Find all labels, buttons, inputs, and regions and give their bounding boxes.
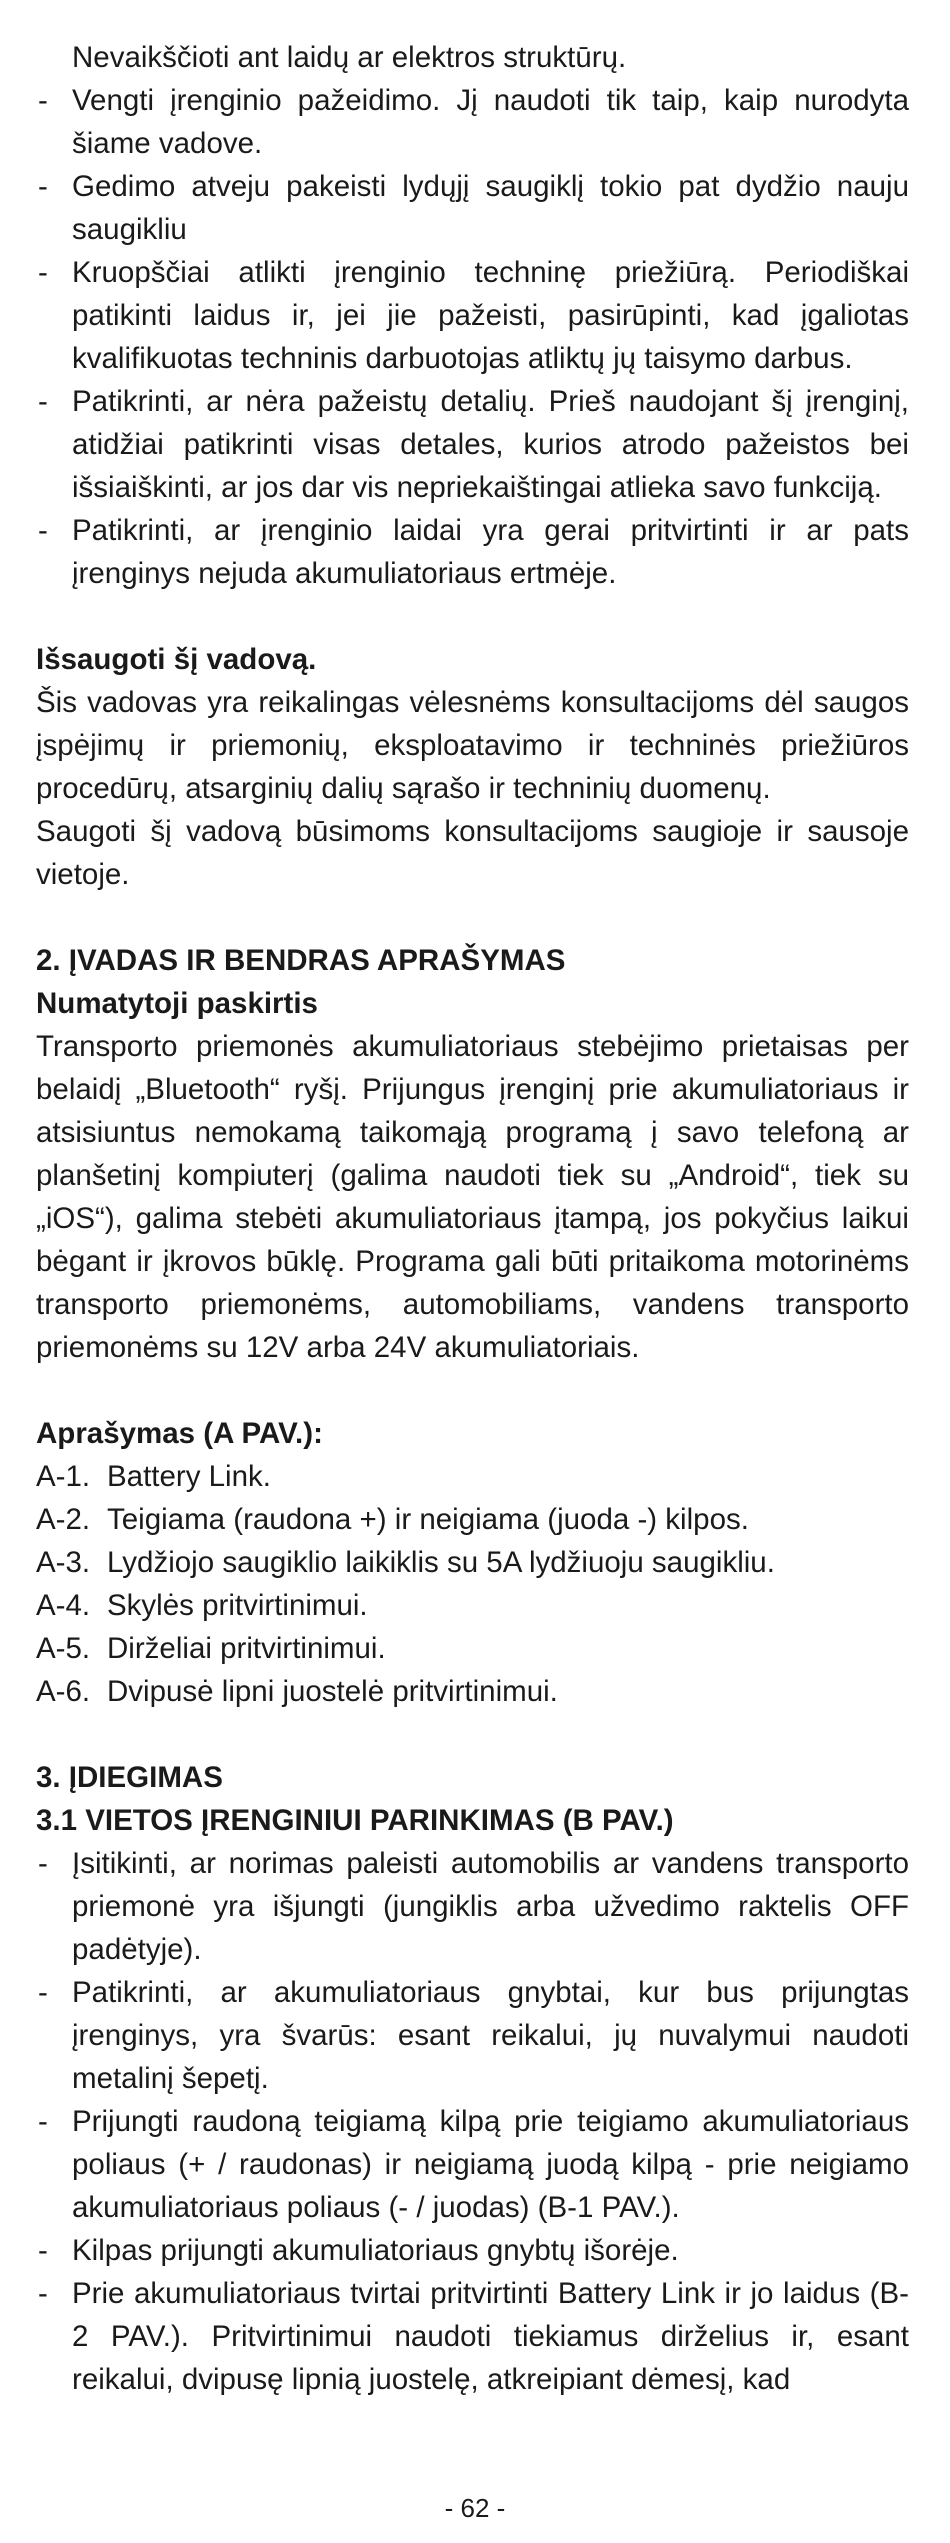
list-item: - Gedimo atveju pakeisti lydųjį saugiklį tokio pat dydžio nauju saugikliu bbox=[36, 165, 909, 251]
item-code: A-4. bbox=[36, 1589, 91, 1622]
list-item bbox=[36, 1670, 909, 1713]
save-manual-paragraph: Saugoti šį vadovą būsimoms konsultacijoms saugioje ir sausoje vietoje. bbox=[36, 815, 909, 891]
list-item bbox=[36, 1584, 909, 1627]
list-item: - Kilpas prijungti akumuliatoriaus gnybtų išorėje. bbox=[36, 2229, 909, 2272]
description-list bbox=[36, 1455, 909, 1713]
list-item: - Prijungti raudoną teigiamą kilpą prie teigiamo akumuliatoriaus poliaus (+ / raudonas) ir neigiamą juodą kilpą - prie neigiamo akumuliatoriaus poliaus (- / juodas) (B-1 PAV.). bbox=[36, 2100, 909, 2229]
section-subheading: Numatytoji paskirtis bbox=[36, 987, 318, 1020]
list-item: - Įsitikinti, ar norimas paleisti automobilis ar vandens transporto priemonė yra išjungti (jungiklis arba užvedimo raktelis OFF padėtyje). bbox=[36, 1842, 909, 1971]
item-code: A-2. bbox=[36, 1503, 91, 1536]
list-item bbox=[36, 1455, 909, 1498]
description-heading: Aprašymas (A PAV.): bbox=[36, 1417, 323, 1450]
page-number: - 62 - bbox=[444, 2493, 506, 2523]
section-heading: 2. ĮVADAS IR BENDRAS APRAŠYMAS bbox=[36, 944, 566, 977]
item-text: Battery Link. bbox=[107, 1460, 271, 1493]
list-item: - Patikrinti, ar įrenginio laidai yra gerai pritvirtinti ir ar pats įrenginys nejuda akumuliatoriaus ertmėje. bbox=[36, 509, 909, 595]
manual-page bbox=[36, 36, 909, 2401]
item-code: A-5. bbox=[36, 1632, 91, 1665]
save-manual-paragraph: Šis vadovas yra reikalingas vėlesnėms konsultacijoms dėl saugos įspėjimų ir priemonių, eksploatavimo ir techninės priežiūros procedūrų, atsarginių dalių sąrašo ir techninių duomenų. bbox=[36, 686, 909, 805]
intro-continuation: Nevaikščioti ant laidų ar elektros struktūrų. bbox=[72, 41, 627, 74]
list-item: - Prie akumuliatoriaus tvirtai pritvirtinti Battery Link ir jo laidus (B-2 PAV.). Pritvirtinimui naudoti tiekiamus dirželius ir, esant reikalui, dvipusę lipnią juostelę, atkreipiant dėmesį, kad bbox=[36, 2272, 909, 2401]
list-item: - Patikrinti, ar akumuliatoriaus gnybtai, kur bus prijungtas įrenginys, yra švarūs: esant reikalui, jų nuvalymui naudoti metalinį šepetį. bbox=[36, 1971, 909, 2100]
list-item: - Kruopščiai atlikti įrenginio techninę priežiūrą. Periodiškai patikinti laidus ir, jei jie pažeisti, pasirūpinti, kad įgaliotas kvalifikuotas techninis darbuotojas atliktų jų taisymo darbus. bbox=[36, 251, 909, 380]
installation-list bbox=[36, 1842, 909, 2401]
safety-list bbox=[36, 79, 909, 595]
item-code: A-6. bbox=[36, 1675, 91, 1708]
list-item: - Vengti įrenginio pažeidimo. Jį naudoti tik taip, kaip nurodyta šiame vadove. bbox=[36, 79, 909, 165]
item-text: Teigiama (raudona +) ir neigiama (juoda -) kilpos. bbox=[107, 1503, 749, 1536]
item-text: Lydžiojo saugiklio laikiklis su 5A lydžiuoju saugikliu. bbox=[107, 1546, 775, 1579]
list-item bbox=[36, 1498, 909, 1541]
item-text: Dirželiai pritvirtinimui. bbox=[107, 1632, 386, 1665]
item-text: Skylės pritvirtinimui. bbox=[107, 1589, 368, 1622]
intended-use-paragraph: Transporto priemonės akumuliatoriaus stebėjimo prietaisas per belaidį „Bluetooth“ ryšį. Prijungus įrenginį prie akumuliatoriaus ir atsisiuntus nemokamą taikomąją programą į savo telefoną ar planšetinį kompiuterį (galima naudoti tiek su „Android“, tiek su „iOS“), galima stebėti akumuliatoriaus įtampą, jos pokyčius laikui bėgant ir įkrovos būklę. Programa gali būti pritaikoma motorinėms transporto priemonėms, automobiliams, vandens transporto priemonėms su 12V arba 24V akumuliatoriais. bbox=[36, 1030, 909, 1364]
item-code: A-3. bbox=[36, 1546, 91, 1579]
section-subheading: 3.1 VIETOS ĮRENGINIUI PARINKIMAS (B PAV.) bbox=[36, 1804, 674, 1837]
section-heading: 3. ĮDIEGIMAS bbox=[36, 1761, 223, 1794]
list-item bbox=[36, 1541, 909, 1584]
item-code: A-1. bbox=[36, 1460, 91, 1493]
save-manual-heading: Išsaugoti šį vadovą. bbox=[36, 643, 317, 676]
list-item: - Patikrinti, ar nėra pažeistų detalių. Prieš naudojant šį įrenginį, atidžiai patikrinti visas detales, kurios atrodo pažeistos bei išsiaiškinti, ar jos dar vis nepriekaištingai atlieka savo funkciją. bbox=[36, 380, 909, 509]
list-item bbox=[36, 1627, 909, 1670]
item-text: Dvipusė lipni juostelė pritvirtinimui. bbox=[107, 1675, 558, 1708]
